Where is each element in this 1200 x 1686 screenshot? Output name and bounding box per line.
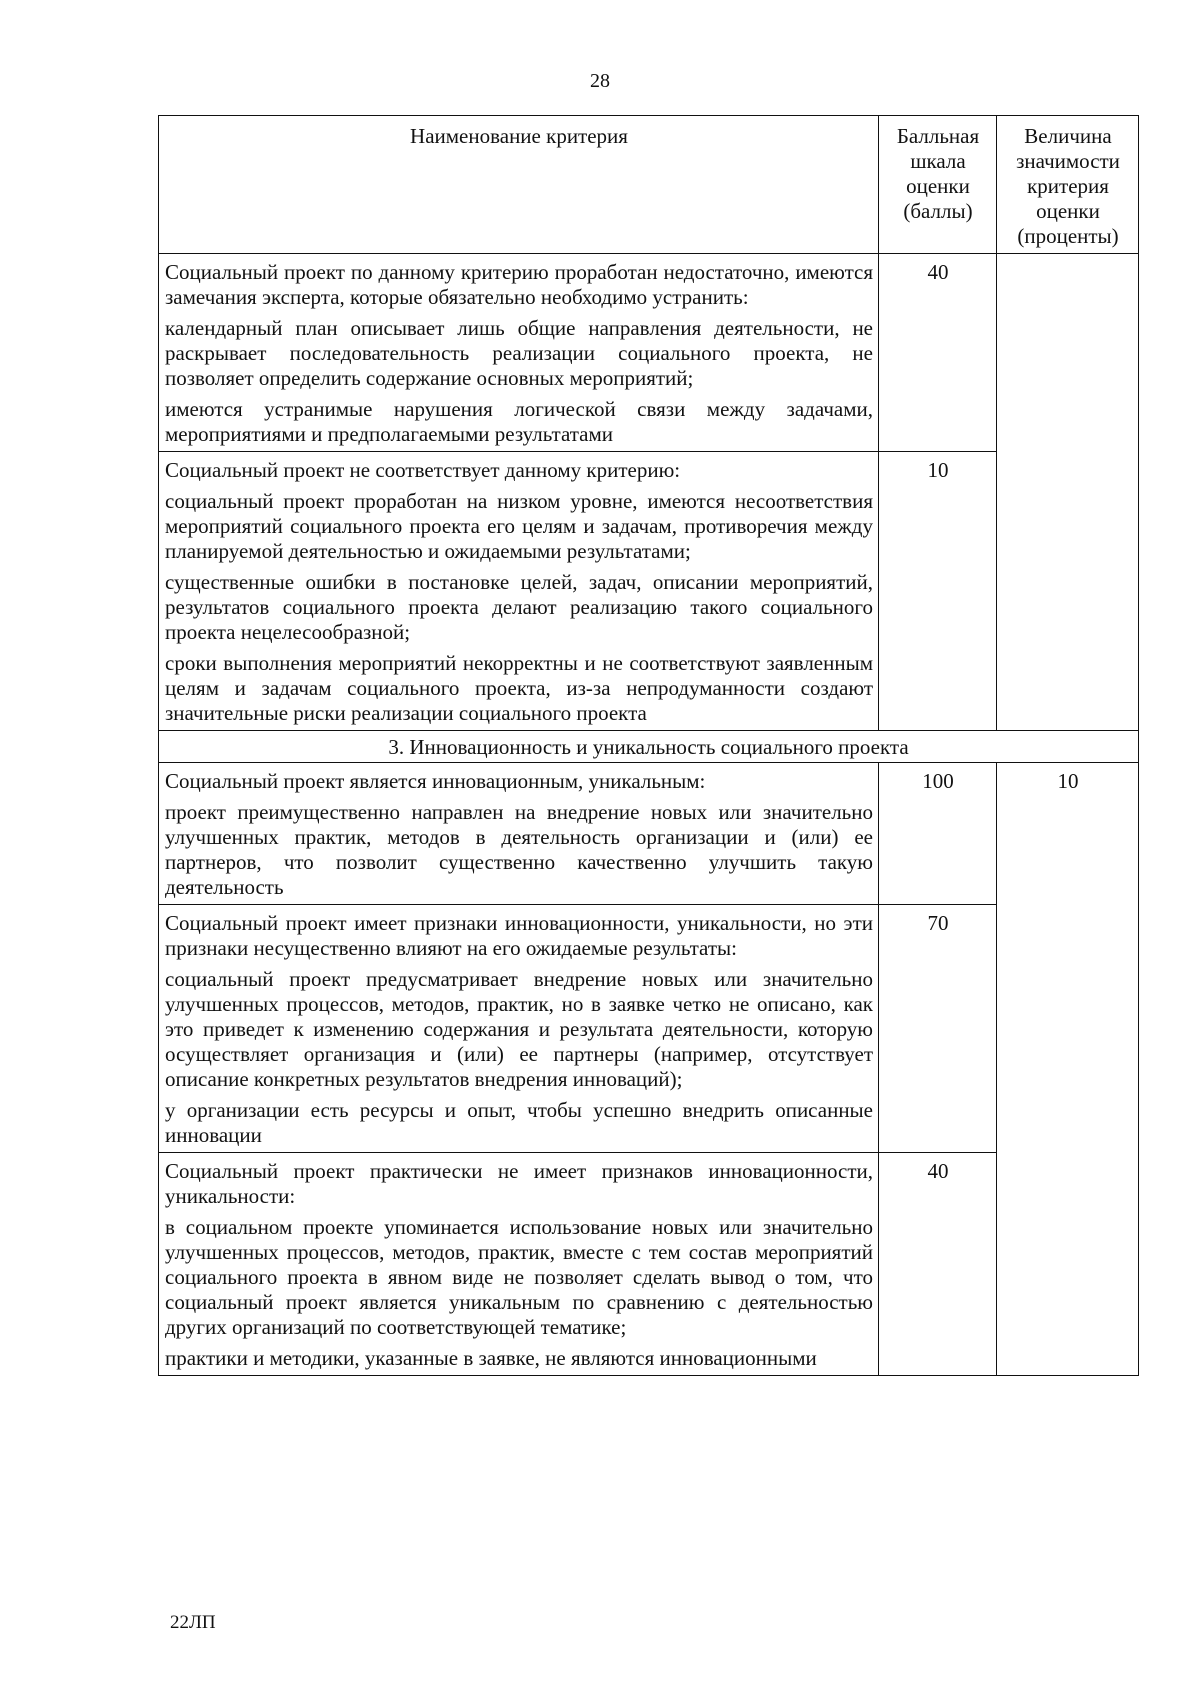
criterion-cell — [159, 763, 879, 905]
table-row — [159, 763, 1139, 905]
criterion-cell — [159, 905, 879, 1153]
criterion-paragraph: Социальный проект имеет признаки инновационности, уникальности, но эти признаки несущественно влияют на его ожидаемые результаты: — [165, 911, 873, 960]
table-row — [159, 452, 1139, 731]
score-cell: 100 — [879, 763, 997, 905]
header-score: Балльная шкала оценки (баллы) — [879, 116, 997, 254]
criterion-cell — [159, 452, 879, 731]
footer-code: 22ЛП — [170, 1612, 216, 1633]
weight-cell-empty — [997, 254, 1139, 731]
criterion-paragraph: Социальный проект является инновационным, уникальным: — [165, 769, 706, 793]
score-cell: 40 — [879, 1153, 997, 1376]
section-heading-row — [159, 731, 1139, 763]
section-title: 3. Инновационность и уникальность социального проекта — [159, 731, 1139, 763]
criterion-paragraph: социальный проект проработан на низком уровне, имеются несоответствия мероприятий социального проекта его целям и задачам, противоречия между планируемой деятельностью и ожидаемыми результатами; — [165, 489, 873, 563]
criteria-table — [158, 115, 1139, 1376]
table-header-row — [159, 116, 1139, 254]
criterion-paragraph: Социальный проект по данному критерию проработан недостаточно, имеются замечания эксперта, которые обязательно необходимо устранить: — [165, 260, 873, 309]
weight-cell: 10 — [997, 763, 1139, 1376]
table-row — [159, 905, 1139, 1153]
criterion-paragraph: Социальный проект не соответствует данному критерию: — [165, 458, 681, 482]
criterion-paragraph: у организации есть ресурсы и опыт, чтобы успешно внедрить описанные инновации — [165, 1098, 873, 1147]
criterion-paragraph: в социальном проекте упоминается использование новых или значительно улучшенных процессов, методов, практик, вместе с тем состав мероприятий социального проекта в явном виде не позволяет сделать вывод о том, что социальный проект является уникальным по сравнению с деятельностью других организаций по соответствующей тематике; — [165, 1215, 873, 1339]
criterion-paragraph: проект преимущественно направлен на внедрение новых или значительно улучшенных практик, методов в деятельность организации и (или) ее партнеров, что позволит существенно качественно улучшить такую деятельность — [165, 800, 873, 899]
criterion-cell — [159, 1153, 879, 1376]
table-row — [159, 1153, 1139, 1376]
criterion-paragraph: календарный план описывает лишь общие направления деятельности, не раскрывает последовательность реализации социального проекта, не позволяет определить содержание основных мероприятий; — [165, 316, 873, 390]
header-criterion: Наименование критерия — [159, 116, 879, 254]
table-row — [159, 254, 1139, 452]
page-number: 28 — [590, 70, 610, 92]
criterion-paragraph: сроки выполнения мероприятий некорректны и не соответствуют заявленным целям и задачам социального проекта, из-за непродуманности создают значительные риски реализации социального проекта — [165, 651, 873, 725]
header-weight: Величина значимости критерия оценки (проценты) — [997, 116, 1139, 254]
criterion-paragraph: практики и методики, указанные в заявке, не являются инновационными — [165, 1346, 817, 1370]
criterion-paragraph: имеются устранимые нарушения логической связи между задачами, мероприятиями и предполагаемыми результатами — [165, 397, 873, 446]
criterion-cell — [159, 254, 879, 452]
score-cell: 40 — [879, 254, 997, 452]
criterion-paragraph: существенные ошибки в постановке целей, задач, описании мероприятий, результатов социального проекта делают реализацию такого социального проекта нецелесообразной; — [165, 570, 873, 644]
score-cell: 70 — [879, 905, 997, 1153]
score-cell: 10 — [879, 452, 997, 731]
criterion-paragraph: Социальный проект практически не имеет признаков инновационности, уникальности: — [165, 1159, 873, 1208]
criterion-paragraph: социальный проект предусматривает внедрение новых или значительно улучшенных процессов, методов, практик, но в заявке четко не описано, как это приведет к изменению содержания и результата деятельности, которую осуществляет организация и (или) ее партнеры (например, отсутствует описание конкретных результатов внедрения инноваций); — [165, 967, 873, 1091]
